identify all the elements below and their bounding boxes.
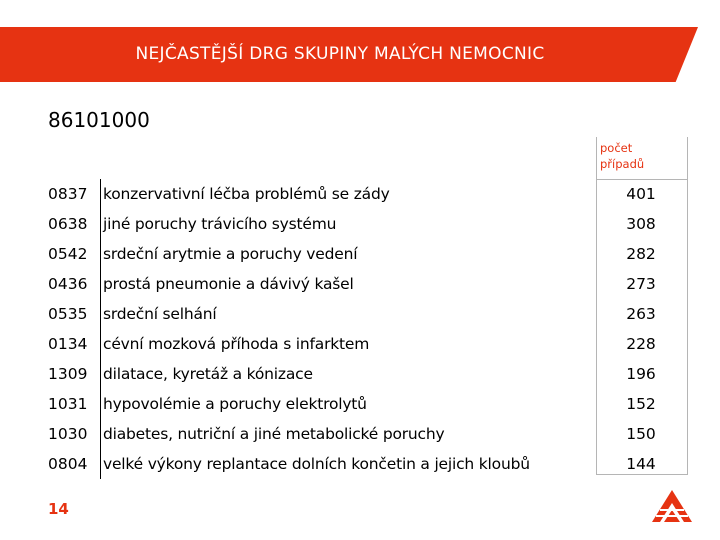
drg-table bbox=[0, 179, 720, 479]
row-count: 273 bbox=[626, 275, 656, 293]
table-row bbox=[0, 329, 720, 359]
row-count: 308 bbox=[626, 215, 656, 233]
row-code: 1030 bbox=[48, 425, 88, 443]
row-code: 0837 bbox=[48, 185, 88, 203]
row-code: 0134 bbox=[48, 335, 88, 353]
table-row bbox=[0, 179, 720, 209]
page-number: 14 bbox=[48, 500, 69, 518]
row-count: 196 bbox=[626, 365, 656, 383]
row-count: 401 bbox=[626, 185, 656, 203]
table-row bbox=[0, 269, 720, 299]
row-count: 150 bbox=[626, 425, 656, 443]
row-name: prostá pneumonie a dávivý kašel bbox=[100, 269, 354, 299]
row-name: konzervativní léčba problémů se zády bbox=[100, 179, 390, 209]
table-row bbox=[0, 389, 720, 419]
row-count: 263 bbox=[626, 305, 656, 323]
row-name: srdeční arytmie a poruchy vedení bbox=[100, 239, 357, 269]
row-count: 282 bbox=[626, 245, 656, 263]
table-row bbox=[0, 299, 720, 329]
row-code: 0638 bbox=[48, 215, 88, 233]
count-column-header bbox=[596, 137, 688, 179]
page-title: NEJČASTĚJŠÍ DRG SKUPINY MALÝCH NEMOCNIC bbox=[135, 44, 545, 64]
table-row bbox=[0, 209, 720, 239]
row-count: 228 bbox=[626, 335, 656, 353]
row-name: hypovolémie a poruchy elektrolytů bbox=[100, 389, 367, 419]
row-code: 0436 bbox=[48, 275, 88, 293]
row-code: 0542 bbox=[48, 245, 88, 263]
table-row bbox=[0, 359, 720, 389]
company-logo-icon bbox=[650, 488, 694, 524]
row-count: 144 bbox=[626, 455, 656, 473]
row-count: 152 bbox=[626, 395, 656, 413]
row-name: velké výkony replantace dolních končetin a jejich kloubů bbox=[100, 449, 530, 479]
drg-code-heading: 86101000 bbox=[48, 108, 150, 132]
row-code: 0535 bbox=[48, 305, 88, 323]
row-code: 0804 bbox=[48, 455, 88, 473]
row-name: srdeční selhání bbox=[100, 299, 217, 329]
table-row bbox=[0, 419, 720, 449]
row-name: cévní mozková příhoda s infarktem bbox=[100, 329, 369, 359]
row-name: dilatace, kyretáž a kónizace bbox=[100, 359, 313, 389]
row-name: jiné poruchy trávicího systému bbox=[100, 209, 336, 239]
table-row bbox=[0, 239, 720, 269]
count-header-line-1: počet bbox=[600, 141, 633, 155]
row-name: diabetes, nutriční a jiné metabolické poruchy bbox=[100, 419, 444, 449]
row-code: 1031 bbox=[48, 395, 88, 413]
row-code: 1309 bbox=[48, 365, 88, 383]
count-header-line-2: případů bbox=[600, 157, 645, 171]
table-row bbox=[0, 449, 720, 479]
